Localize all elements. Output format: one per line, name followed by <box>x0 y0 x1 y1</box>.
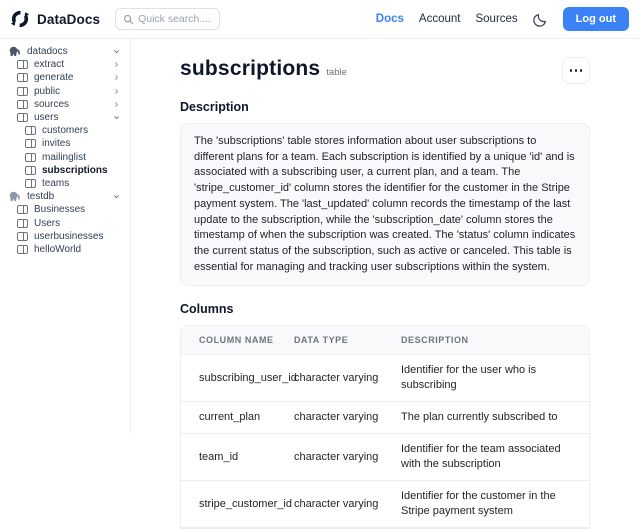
table-icon <box>17 219 28 228</box>
table-icon <box>17 113 28 122</box>
sidebar-db-datadocs[interactable]: datadocs <box>0 45 130 58</box>
table-header-row <box>181 326 589 355</box>
sidebar-table-mailinglist[interactable]: mailinglist <box>0 151 130 164</box>
main-content <box>131 39 640 518</box>
table-row[interactable] <box>181 402 589 434</box>
cell-data-type: character varying <box>294 434 401 481</box>
columns-table <box>180 325 590 529</box>
table-row[interactable] <box>181 434 589 481</box>
sidebar-table-userbusinesses[interactable]: userbusinesses <box>0 230 130 243</box>
sync-arrows-logo-icon <box>10 9 30 29</box>
sidebar-table-invites[interactable]: invites <box>0 137 130 150</box>
sidebar-schema-extract[interactable]: extract <box>0 58 130 71</box>
cell-column-name: subscribing_user_id <box>181 355 294 402</box>
nav-link-sources[interactable]: Sources <box>475 13 518 25</box>
cell-column-name: team_id <box>181 434 294 481</box>
sidebar-schema-sources[interactable]: sources <box>0 98 130 111</box>
sidebar-table-customers[interactable]: customers <box>0 124 130 137</box>
search-icon <box>123 14 134 25</box>
sidebar-tree <box>0 39 131 433</box>
columns-heading: Columns <box>180 302 234 317</box>
cell-data-type: character varying <box>294 355 401 402</box>
table-row[interactable] <box>181 481 589 528</box>
sidebar-schema-generate[interactable]: generate <box>0 71 130 84</box>
table-icon <box>17 87 28 96</box>
elephant-db-icon <box>8 191 21 202</box>
cell-column-name: stripe_customer_id <box>181 481 294 528</box>
nav-link-account[interactable]: Account <box>418 13 461 25</box>
cell-column-name: current_plan <box>181 402 294 434</box>
table-icon <box>25 166 36 175</box>
cell-data-type: character varying <box>294 402 401 434</box>
nav-link-docs[interactable]: Docs <box>375 13 404 25</box>
chevron-down-icon[interactable] <box>113 48 120 55</box>
sidebar-schema-public[interactable]: public <box>0 85 130 98</box>
table-icon <box>25 139 36 148</box>
chevron-down-icon[interactable] <box>113 114 120 121</box>
cell-description: Identifier for the customer in the Stripe payment system <box>401 481 589 528</box>
col-header-name: COLUMN NAME <box>181 326 294 355</box>
dark-mode-toggle[interactable] <box>533 12 548 27</box>
cell-description: Identifier for the user who is subscribing <box>401 355 589 402</box>
elephant-db-icon <box>8 46 21 57</box>
chevron-right-icon[interactable] <box>113 88 120 95</box>
ellipsis-menu-button[interactable] <box>562 57 590 84</box>
col-header-description: DESCRIPTION <box>401 326 589 355</box>
chevron-down-icon[interactable] <box>113 193 120 200</box>
cell-description: Identifier for the team associated with the subscription <box>401 434 589 481</box>
object-type-badge: table <box>326 67 347 78</box>
cell-data-type: character varying <box>294 481 401 528</box>
page-title-group <box>180 57 347 81</box>
sidebar-schema-users[interactable]: users <box>0 111 130 124</box>
table-icon <box>17 73 28 82</box>
chevron-right-icon[interactable] <box>113 74 120 81</box>
cell-description: The plan currently subscribed to <box>401 402 589 434</box>
table-icon <box>17 245 28 254</box>
description-heading: Description <box>180 100 249 114</box>
table-icon <box>25 153 36 162</box>
table-icon <box>25 179 36 188</box>
ellipsis-icon <box>570 69 573 72</box>
chevron-right-icon[interactable] <box>113 61 120 68</box>
brand[interactable] <box>10 9 100 29</box>
sidebar-table-teams[interactable]: teams <box>0 177 130 190</box>
search-input[interactable] <box>138 13 212 25</box>
logout-button[interactable]: Log out <box>563 7 629 31</box>
sidebar-table-users-testdb[interactable]: Users <box>0 216 130 229</box>
sidebar-db-testdb[interactable]: testdb <box>0 190 130 203</box>
moon-icon <box>533 12 548 27</box>
page-title: subscriptions <box>180 57 321 80</box>
search-box[interactable] <box>115 8 220 30</box>
table-icon <box>17 60 28 69</box>
chevron-right-icon[interactable] <box>113 101 120 108</box>
table-icon <box>25 126 36 135</box>
sidebar-table-subscriptions[interactable]: subscriptions <box>0 164 130 177</box>
top-bar <box>0 0 640 39</box>
sidebar-table-helloworld[interactable]: helloWorld <box>0 243 130 256</box>
table-row[interactable] <box>181 355 589 402</box>
brand-name: DataDocs <box>37 11 101 27</box>
table-icon <box>17 205 28 214</box>
sidebar-table-businesses[interactable]: Businesses <box>0 203 130 216</box>
table-icon <box>17 100 28 109</box>
table-icon <box>17 232 28 241</box>
col-header-datatype: DATA TYPE <box>294 326 401 355</box>
description-card: The 'subscriptions' table stores information about user subscriptions to different plans for a team. Each subscription is identified by a unique 'id' and is associated with a subscribing user, a current plan, and a team. The 'stripe_customer_id' column stores the identifier for the customer in the Stripe payment system. The 'last_updated' column records the timestamp of the last update to the subscription, while the 'subscription_date' column stores the timestamp of when the subscription was created. The 'status' column indicates the current status of the subscription, such as active or canceled. This table is essential for managing and tracking user subscriptions within the system. <box>180 123 590 286</box>
